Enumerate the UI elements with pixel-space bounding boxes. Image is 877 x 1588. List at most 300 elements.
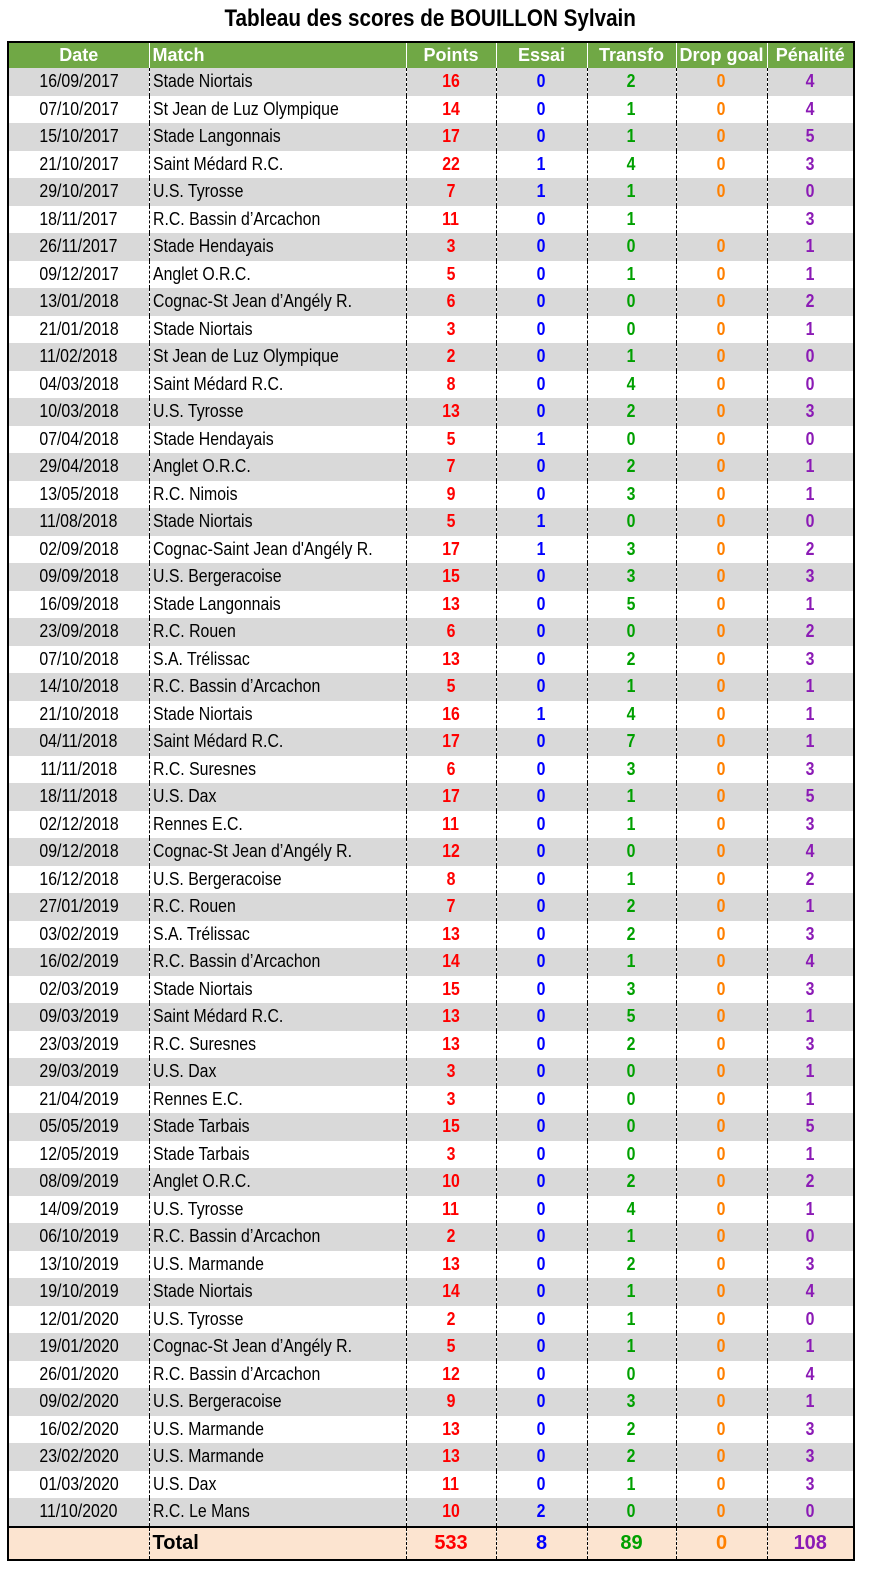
essai-cell-text: 0 [537,263,546,284]
essai-cell-text: 0 [537,593,546,614]
penalite-cell [767,343,854,371]
essai-cell [496,893,587,921]
essai-cell-text: 0 [537,1088,546,1109]
transfo-cell-text: 1 [627,263,636,284]
essai-cell-text: 0 [537,1308,546,1329]
transfo-cell-text: 2 [627,923,636,944]
table-row [8,1086,854,1114]
penalite-cell [767,1443,854,1471]
match-cell-text: Cognac-St Jean d’Angély R. [152,291,352,312]
essai-cell [496,206,587,234]
drop-goal-cell-text: 0 [717,98,726,119]
date-cell-text: 09/09/2018 [39,566,119,587]
essai-cell-text: 0 [537,566,546,587]
drop-goal-cell-text: 0 [717,236,726,257]
points-cell-text: 15 [442,566,460,587]
date-cell [8,728,149,756]
date-cell [8,426,149,454]
date-cell [8,343,149,371]
essai-cell [496,1416,587,1444]
match-cell [149,563,406,591]
points-cell [406,1333,496,1361]
table-row [8,1333,854,1361]
drop-goal-cell-text: 0 [717,703,726,724]
penalite-cell [767,1031,854,1059]
match-cell [149,618,406,646]
points-cell-text: 13 [442,1418,460,1439]
date-cell-text: 19/01/2020 [39,1336,119,1357]
transfo-cell [587,1058,676,1086]
table-row [8,1498,854,1527]
date-cell [8,371,149,399]
transfo-cell [587,948,676,976]
match-cell [149,123,406,151]
match-cell-text: Stade Niortais [152,71,252,92]
points-cell-text: 5 [446,428,456,449]
essai-cell-text: 1 [537,428,546,449]
penalite-cell-text: 1 [805,1336,815,1357]
date-cell-text: 18/11/2018 [39,786,118,807]
header-drop-goal: Drop goal [676,42,767,68]
points-cell-text: 13 [442,401,460,422]
penalite-cell-text: 3 [805,1033,815,1054]
date-cell [8,1306,149,1334]
drop-goal-cell-text: 0 [717,126,726,147]
table-row [8,591,854,619]
match-cell-text: U.S. Bergeracoise [152,1391,282,1412]
penalite-cell-text: 3 [805,758,815,779]
points-cell-text: 3 [446,1143,456,1164]
essai-cell [496,646,587,674]
total-transfo: 89 [587,1527,676,1560]
date-cell [8,1223,149,1251]
table-row [8,783,854,811]
date-cell [8,1196,149,1224]
transfo-cell-text: 1 [627,1226,636,1247]
points-cell [406,646,496,674]
table-row [8,151,854,179]
table-row [8,1223,854,1251]
transfo-cell-text: 0 [627,318,636,339]
transfo-cell [587,1223,676,1251]
header-points: Points [406,42,496,68]
total-row [8,1527,854,1560]
penalite-cell [767,921,854,949]
table-row [8,233,854,261]
points-cell-text: 11 [442,813,460,834]
table-row [8,701,854,729]
drop-goal-cell-text: 0 [717,1501,726,1522]
transfo-cell-text: 2 [627,456,636,477]
drop-goal-cell [676,1278,767,1306]
essai-cell-text: 0 [537,373,546,394]
drop-goal-cell [676,948,767,976]
points-cell-text: 6 [446,621,456,642]
points-cell-text: 11 [442,1198,460,1219]
essai-cell-text: 0 [537,1391,546,1412]
date-cell-text: 26/11/2017 [39,236,118,257]
match-cell [149,233,406,261]
points-cell-text: 14 [442,951,460,972]
date-cell-text: 23/09/2018 [39,621,119,642]
transfo-cell-text: 1 [627,1308,636,1329]
points-cell [406,1471,496,1499]
essai-cell-text: 0 [537,456,546,477]
essai-cell-text: 0 [537,236,546,257]
penalite-cell-text: 2 [805,1171,815,1192]
penalite-cell [767,563,854,591]
essai-cell [496,1251,587,1279]
match-cell [149,1443,406,1471]
drop-goal-cell-text: 0 [717,1171,726,1192]
penalite-cell [767,1251,854,1279]
essai-cell-text: 0 [537,346,546,367]
table-row [8,563,854,591]
table-row [8,123,854,151]
date-cell [8,206,149,234]
date-cell-text: 04/11/2018 [39,731,118,752]
drop-goal-cell-text: 0 [717,1391,726,1412]
match-cell [149,316,406,344]
drop-goal-cell-text: 0 [717,511,726,532]
transfo-cell [587,178,676,206]
transfo-cell-text: 1 [627,208,636,229]
transfo-cell [587,1416,676,1444]
transfo-cell [587,591,676,619]
points-cell-text: 12 [442,1363,460,1384]
points-cell-text: 2 [446,1308,456,1329]
match-cell-text: Anglet O.R.C. [152,456,251,477]
penalite-cell [767,1278,854,1306]
date-cell-text: 12/01/2020 [39,1308,119,1329]
drop-goal-cell [676,206,767,234]
date-cell [8,123,149,151]
essai-cell [496,261,587,289]
points-cell [406,1361,496,1389]
drop-goal-cell-text: 0 [717,1033,726,1054]
date-cell [8,1388,149,1416]
penalite-cell-text: 3 [805,1418,815,1439]
table-row [8,1361,854,1389]
transfo-cell [587,618,676,646]
points-cell-text: 13 [442,1006,460,1027]
transfo-cell [587,1196,676,1224]
points-cell-text: 13 [442,648,460,669]
table-header [8,42,854,68]
points-cell-text: 3 [446,1061,456,1082]
drop-goal-cell-text: 0 [717,868,726,889]
transfo-cell [587,288,676,316]
drop-goal-cell [676,1058,767,1086]
date-cell-text: 16/09/2017 [39,71,119,92]
transfo-cell [587,371,676,399]
penalite-cell-text: 1 [805,731,815,752]
points-cell-text: 17 [442,538,460,559]
drop-goal-cell-text: 0 [717,621,726,642]
essai-cell-text: 1 [537,511,546,532]
essai-cell [496,288,587,316]
penalite-cell [767,123,854,151]
drop-goal-cell-text: 0 [717,1336,726,1357]
points-cell-text: 12 [442,841,460,862]
table-row [8,1471,854,1499]
transfo-cell [587,1306,676,1334]
points-cell [406,481,496,509]
drop-goal-cell [676,1196,767,1224]
transfo-cell-text: 1 [627,813,636,834]
penalite-cell-text: 0 [805,373,815,394]
match-cell [149,591,406,619]
drop-goal-cell [676,1086,767,1114]
points-cell [406,673,496,701]
date-cell-text: 07/10/2018 [39,648,119,669]
date-cell [8,618,149,646]
table-row [8,1278,854,1306]
points-cell [406,1086,496,1114]
transfo-cell-text: 5 [627,593,636,614]
table-row [8,288,854,316]
essai-cell-text: 0 [537,868,546,889]
essai-cell-text: 0 [537,978,546,999]
drop-goal-cell [676,371,767,399]
drop-goal-cell-text: 0 [717,181,726,202]
essai-cell [496,1113,587,1141]
transfo-cell-text: 2 [627,71,636,92]
essai-cell [496,673,587,701]
transfo-cell-text: 3 [627,566,636,587]
transfo-cell [587,1361,676,1389]
essai-cell-text: 0 [537,1198,546,1219]
table-row [8,1141,854,1169]
points-cell-text: 10 [442,1171,460,1192]
match-cell-text: Stade Niortais [152,978,252,999]
total-label: Total [149,1527,406,1560]
transfo-cell [587,261,676,289]
points-cell-text: 2 [446,346,456,367]
match-cell [149,893,406,921]
drop-goal-cell [676,1306,767,1334]
match-cell-text: Saint Médard R.C. [152,731,283,752]
date-cell [8,646,149,674]
date-cell [8,68,149,96]
penalite-cell [767,976,854,1004]
points-cell-text: 5 [446,1336,456,1357]
transfo-cell-text: 0 [627,236,636,257]
match-cell [149,673,406,701]
match-cell [149,426,406,454]
drop-goal-cell [676,728,767,756]
essai-cell [496,316,587,344]
match-cell [149,1251,406,1279]
date-cell [8,453,149,481]
penalite-cell [767,1141,854,1169]
drop-goal-cell [676,893,767,921]
table-row [8,371,854,399]
table-row [8,976,854,1004]
transfo-cell-text: 2 [627,1253,636,1274]
date-cell-text: 02/12/2018 [39,813,119,834]
essai-cell-text: 0 [537,1143,546,1164]
match-cell [149,646,406,674]
transfo-cell-text: 0 [627,1143,636,1164]
essai-cell-text: 0 [537,621,546,642]
match-cell-text: St Jean de Luz Olympique [152,98,339,119]
match-cell-text: U.S. Marmande [152,1446,264,1467]
match-cell-text: Stade Hendayais [152,236,274,257]
essai-cell [496,783,587,811]
penalite-cell-text: 2 [805,538,815,559]
essai-cell-text: 0 [537,1446,546,1467]
date-cell [8,976,149,1004]
table-row [8,206,854,234]
drop-goal-cell-text: 0 [717,951,726,972]
essai-cell [496,536,587,564]
transfo-cell-text: 3 [627,483,636,504]
transfo-cell [587,1471,676,1499]
drop-goal-cell-text: 0 [717,373,726,394]
match-cell-text: Rennes E.C. [152,1088,243,1109]
header-date: Date [8,42,149,68]
penalite-cell-text: 0 [805,1308,815,1329]
date-cell-text: 04/03/2018 [39,373,119,394]
date-cell-text: 09/12/2017 [39,263,119,284]
penalite-cell-text: 1 [805,676,815,697]
points-cell-text: 17 [442,731,460,752]
table-row [8,756,854,784]
transfo-cell [587,426,676,454]
penalite-cell-text: 3 [805,1446,815,1467]
points-cell [406,866,496,894]
drop-goal-cell-text: 0 [717,566,726,587]
transfo-cell [587,893,676,921]
essai-cell-text: 0 [537,1253,546,1274]
drop-goal-cell-text: 0 [717,291,726,312]
essai-cell [496,1223,587,1251]
penalite-cell-text: 3 [805,978,815,999]
points-cell-text: 5 [446,263,456,284]
date-cell-text: 11/08/2018 [39,511,118,532]
match-cell-text: R.C. Suresnes [152,758,256,779]
date-cell [8,1031,149,1059]
points-cell-text: 16 [442,71,460,92]
penalite-cell-text: 1 [805,896,815,917]
drop-goal-cell-text: 0 [717,401,726,422]
essai-cell [496,921,587,949]
match-cell-text: Stade Hendayais [152,428,274,449]
points-cell [406,96,496,124]
penalite-cell [767,673,854,701]
drop-goal-cell [676,1031,767,1059]
drop-goal-cell-text: 0 [717,318,726,339]
penalite-cell [767,1086,854,1114]
points-cell-text: 10 [442,1501,460,1522]
points-cell-text: 13 [442,1033,460,1054]
penalite-cell-text: 1 [805,483,815,504]
essai-cell [496,948,587,976]
match-cell [149,1416,406,1444]
points-cell-text: 8 [446,373,456,394]
points-cell [406,426,496,454]
match-cell-text: R.C. Bassin d’Arcachon [152,676,320,697]
penalite-cell-text: 3 [805,208,815,229]
drop-goal-cell-text: 0 [717,923,726,944]
penalite-cell [767,536,854,564]
drop-goal-cell [676,591,767,619]
penalite-cell [767,893,854,921]
table-row [8,68,854,96]
penalite-cell-text: 3 [805,1253,815,1274]
transfo-cell-text: 1 [627,676,636,697]
transfo-cell [587,673,676,701]
transfo-cell [587,536,676,564]
match-cell [149,481,406,509]
essai-cell-text: 0 [537,1336,546,1357]
transfo-cell-text: 3 [627,1391,636,1412]
drop-goal-cell [676,398,767,426]
match-cell [149,371,406,399]
date-cell-text: 27/01/2019 [39,896,119,917]
points-cell [406,343,496,371]
points-cell-text: 17 [442,126,460,147]
date-cell [8,398,149,426]
drop-goal-cell [676,1361,767,1389]
drop-goal-cell [676,481,767,509]
date-cell [8,178,149,206]
match-cell-text: Cognac-St Jean d’Angély R. [152,841,352,862]
match-cell [149,921,406,949]
transfo-cell-text: 1 [627,126,636,147]
transfo-cell-text: 0 [627,1116,636,1137]
essai-cell [496,96,587,124]
match-cell [149,1196,406,1224]
transfo-cell-text: 1 [627,346,636,367]
match-cell-text: U.S. Tyrosse [152,1198,243,1219]
match-cell-text: Saint Médard R.C. [152,1006,283,1027]
points-cell [406,728,496,756]
essai-cell-text: 1 [537,538,546,559]
drop-goal-cell-text: 0 [717,71,726,92]
drop-goal-cell [676,151,767,179]
drop-goal-cell [676,1141,767,1169]
points-cell [406,206,496,234]
penalite-cell-text: 0 [805,1226,815,1247]
points-cell-text: 3 [446,1088,456,1109]
page-title-text: Tableau des scores de BOUILLON Sylvain [224,5,636,32]
points-cell-text: 8 [446,868,456,889]
match-cell [149,1498,406,1527]
points-cell [406,178,496,206]
points-cell [406,1113,496,1141]
drop-goal-cell [676,1251,767,1279]
penalite-cell-text: 3 [805,401,815,422]
match-cell-text: Anglet O.R.C. [152,263,251,284]
penalite-cell-text: 4 [805,98,815,119]
table-row [8,673,854,701]
table-row [8,1058,854,1086]
date-cell-text: 07/04/2018 [39,428,119,449]
points-cell [406,371,496,399]
match-cell [149,1388,406,1416]
transfo-cell-text: 2 [627,1033,636,1054]
transfo-cell [587,68,676,96]
date-cell-text: 21/04/2019 [39,1088,119,1109]
essai-cell-text: 0 [537,98,546,119]
points-cell [406,811,496,839]
penalite-cell [767,1471,854,1499]
date-cell-text: 11/02/2018 [39,346,118,367]
points-cell-text: 7 [446,181,456,202]
match-cell-text: U.S. Marmande [152,1253,264,1274]
